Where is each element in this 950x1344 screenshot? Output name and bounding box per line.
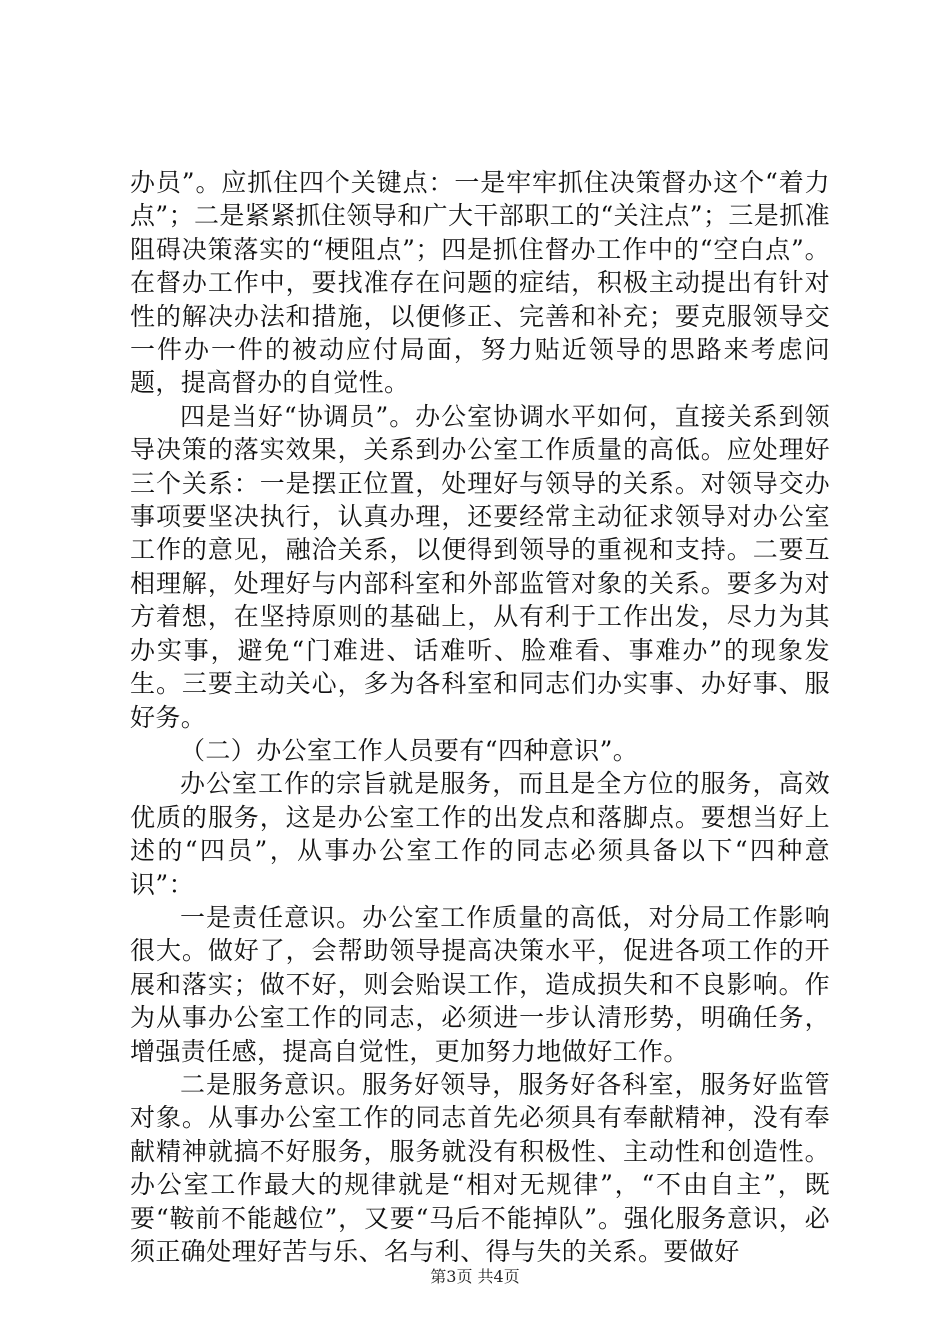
- paragraph-4: 一是责任意识。办公室工作质量的高低，对分局工作影响很大。做好了，会帮助领导提高决策水平，促进各项工作的开展和落实；做不好，则会贻误工作，造成损失和不良影响。作为从事办公室工作的同志，必须进一步认清形势，明确任务，增强责任感，提高自觉性，更加努力地做好工作。: [130, 902, 830, 1066]
- paragraph-1: 办员”。应抓住四个关键点：一是牢牢抓住决策督办这个“着力点”；二是紧紧抓住领导和广大干部职工的“关注点”；三是抓准阻碍决策落实的“梗阻点”；四是抓住督办工作中的“空白点”。在督办工作中，要找准存在问题的症结，积极主动提出有针对性的解决办法和措施，以便修正、完善和补充；要克服领导交一件办一件的被动应付局面，努力贴近领导的思路来考虑问题，提高督办的自觉性。: [130, 168, 830, 398]
- section-heading: （二）办公室工作人员要有“四种意识”。: [180, 735, 639, 765]
- page-footer: 第3页 共4页: [430, 1267, 520, 1286]
- paragraph-5: 二是服务意识。服务好领导，服务好各科室，服务好监管对象。从事办公室工作的同志首先必须具有奉献精神，没有奉献精神就搞不好服务，服务就没有积极性、主动性和创造性。办公室工作最大的规律就是“相对无规律”，“不由自主”，既要“鞍前不能越位”，又要“马后不能掉队”。强化服务意识，必须正确处理好苦与乐、名与利、得与失的关系。要做好: [130, 1069, 830, 1266]
- document-body: [130, 166, 830, 1268]
- paragraph-3: 办公室工作的宗旨就是服务，而且是全方位的服务，高效优质的服务，这是办公室工作的出发点和落脚点。要想当好上述的“四员”，从事办公室工作的同志必须具备以下“四种意识”：: [130, 769, 830, 899]
- paragraph-2: 四是当好“协调员”。办公室协调水平如何，直接关系到领导决策的落实效果，关系到办公室工作质量的高低。应处理好三个关系：一是摆正位置，处理好与领导的关系。对领导交办事项要坚决执行，认真办理，还要经常主动征求领导对办公室工作的意见，融洽关系，以便得到领导的重视和支持。二要互相理解，处理好与内部科室和外部监管对象的关系。要多为对方着想，在坚持原则的基础上，从有利于工作出发，尽力为其办实事，避免“门难进、话难听、脸难看、事难办”的现象发生。三要主动关心，多为各科室和同志们办实事、办好事、服好务。: [130, 401, 830, 732]
